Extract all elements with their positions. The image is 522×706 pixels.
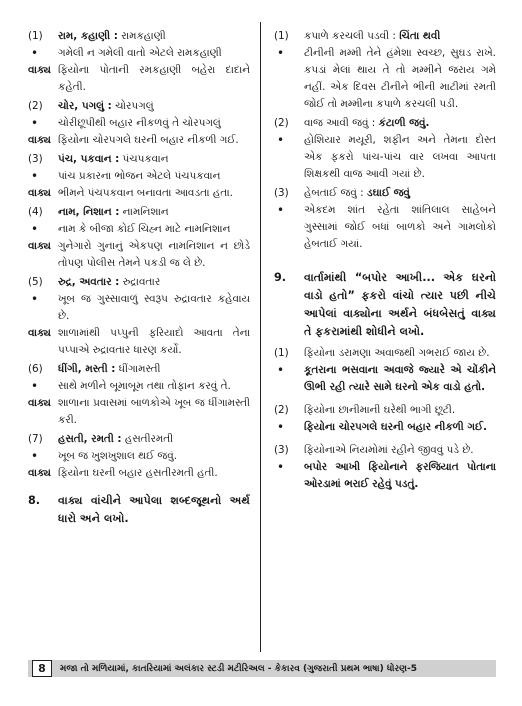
question-number: 9. <box>274 271 287 284</box>
idiom-text <box>304 28 496 45</box>
compound-word: ધીંગામસ્તી <box>115 363 161 375</box>
idiom-entry <box>274 115 496 183</box>
item-number: (1) <box>274 30 289 42</box>
bullet-icon: • <box>277 420 285 434</box>
question-text: વાર્તામાંથી “બપોર આખી... એક ઘરનો વાડો હતો” ફકરો વાંચો ત્યાર પછી નીચે આપેલાં વાક્યોના અર્થને બંધબેસતું વાક્ય તે ફકરામાંથી શોધીને લખો. <box>304 271 496 338</box>
example-row <box>274 202 496 253</box>
meaning-row <box>28 115 250 132</box>
word-entry <box>28 431 250 482</box>
item-number: (1) <box>28 30 43 42</box>
answer-text: ફિયોના ચોરપગલે ઘરની બહાર નીકળી ગઈ. <box>304 421 487 433</box>
example-row <box>274 132 496 183</box>
bullet-icon: • <box>277 363 285 377</box>
entry-heading <box>28 28 250 45</box>
compound-word: પંચપકવાન <box>119 153 169 165</box>
meaning-row <box>28 291 250 325</box>
prompt-text: ફિયોનાએ નિયમોમાં રહીને જીવવું પડે છે. <box>304 444 474 456</box>
answer-prompt <box>274 442 496 459</box>
answer-prompt <box>274 345 496 362</box>
answer-prompt <box>274 402 496 419</box>
heading-text <box>58 361 250 378</box>
bullet-icon: • <box>277 203 285 217</box>
sentence-text: ભીમને પંચપકવાન બનાવતા આવડતા હતા. <box>58 187 233 199</box>
answer-entry <box>274 345 496 400</box>
heading-words: ચોર, પગલું : <box>58 100 112 112</box>
word-entry <box>28 204 250 272</box>
answer-entry <box>274 442 496 497</box>
prompt-text: ફિયોના ડરામણા અવાજથી ગભરાઈ જાય છે. <box>304 347 490 359</box>
meaning-row <box>28 45 250 62</box>
word-entry <box>28 28 250 96</box>
idiom-meaning: ડઘાઈ જવું <box>366 187 410 199</box>
meaning-text: નામ કે બીજા કોઈ ચિહ્ન માટે નામનિશાન <box>58 223 231 235</box>
word-entry <box>28 151 250 202</box>
answer-row <box>274 419 496 436</box>
sentence-row <box>28 238 250 272</box>
bullet-icon: • <box>31 46 39 60</box>
sentence-row <box>28 395 250 429</box>
heading-text <box>58 431 250 448</box>
compound-word: રુદ્રાવતાર <box>119 276 161 288</box>
spacer <box>274 493 496 497</box>
answer-text: બપોર આખી ફિયોનાને ફરજિયાત પોતાના ઓરડામાં ભરાઈ રહેવું પડતું. <box>304 461 496 490</box>
compound-word: નામનિશાન <box>119 206 169 218</box>
idiom: હેબતાઈ જવું : <box>304 187 367 199</box>
sentence-label: વાક્ય <box>28 134 51 146</box>
question-number: 8. <box>28 494 41 507</box>
heading-text <box>58 28 250 45</box>
item-number: (4) <box>28 206 43 218</box>
word-entry <box>28 98 250 149</box>
sentence-text: શાળામાંથી પપ્પુની ફરિયાદો આવતા તેના પપ્પાએ રુદ્રાવતાર ધારણ કર્યો. <box>58 327 250 356</box>
bullet-icon: • <box>277 460 285 474</box>
left-column <box>28 28 250 528</box>
meaning-row <box>28 378 250 395</box>
heading-text <box>58 98 250 115</box>
compound-word: હસતીરમતી <box>121 433 174 445</box>
meaning-text: ખૂબ જ ગુસ્સાવાળું સ્વરૂપ રુદ્રાવતાર કહેવાય છે. <box>58 293 250 322</box>
meaning-text: ખૂબ જ ખુશખુશાલ થઈ જવું. <box>58 450 178 462</box>
sentence-label: વાક્ય <box>28 327 51 339</box>
footer-text: મજા તો મળિયામાં, કાતરિયામાં અલંકાર સ્ટડી મટીરિઅલ - કેકારવ (ગુજરાતી પ્રથમ ભાષા) ધોરણ-5 <box>60 663 417 674</box>
example-text: ટીનીની મમ્મી તેને હંમેશા સ્વચ્છ, સુઘડ રાખે. કપડાં મેલાં થાય તે તો મમ્મીને જરાય ગમે નહીં. એક દિવસ ટીનીને ભીની માટીમાં રમતી જોઈ તો મમ્મીના કપાળે કરચલી પડી. <box>304 47 496 110</box>
question-9 <box>274 269 496 341</box>
item-number: (2) <box>28 100 43 112</box>
spacer <box>274 396 496 400</box>
page-number: 8 <box>32 660 52 677</box>
idiom: વાજ આવી જવું : <box>304 117 379 129</box>
entry-heading <box>28 361 250 378</box>
entry-heading <box>28 98 250 115</box>
idiom-text <box>304 115 496 132</box>
heading-text <box>58 151 250 168</box>
heading-text <box>58 204 250 221</box>
column-divider <box>260 22 261 652</box>
heading-words: હસતી, રમતી : <box>58 433 122 445</box>
idiom: કપાળે કરચલી પડવી : <box>304 30 400 42</box>
answer-row <box>274 362 496 396</box>
example-text: એકદમ શાંત રહેતા શાંતિલાલ સાહેબને ગુસ્સામાં જોઈ બધાં બાળકો અને ગામલોકો હેબતાઈ ગયાં. <box>304 204 496 250</box>
sentence-label: વાક્ય <box>28 397 51 409</box>
answer-text: કૂતરાના ભસવાના અવાજે જ્યારે એ ચોંકીને ઊભી રહી ત્યારે સામે ઘરનો એક વાડો હતો. <box>304 364 496 393</box>
sentence-text: ફિયોના ઘરની બહાર હસતીરમતી હતી. <box>58 467 218 479</box>
sentence-row <box>28 465 250 482</box>
bullet-icon: • <box>277 133 285 147</box>
heading-words: રામ, કહાણી : <box>58 30 118 42</box>
meaning-row <box>28 168 250 185</box>
meaning-row <box>28 221 250 238</box>
idiom-entry <box>274 185 496 253</box>
bullet-icon: • <box>31 222 39 236</box>
item-number: (5) <box>28 276 43 288</box>
footer <box>28 660 496 677</box>
idiom-entry <box>274 28 496 113</box>
spacer <box>274 436 496 440</box>
idiom-meaning: ચિંતા થવી <box>399 30 441 42</box>
example-text: હોશિયાર મયૂરી, શફીન અને તેમના દોસ્ત એક ફકરો પાંચ-પાંચ વાર લખવા આપતા શિક્ષકથી વાજ આવી ગયાં છે. <box>304 134 496 180</box>
idiom-heading <box>274 115 496 132</box>
bullet-icon: • <box>31 169 39 183</box>
sentence-label: વાક્ય <box>28 467 51 479</box>
example-row <box>274 45 496 113</box>
meaning-row <box>28 448 250 465</box>
entry-heading <box>28 151 250 168</box>
item-number: (6) <box>28 363 43 375</box>
right-column <box>274 28 496 499</box>
bullet-icon: • <box>31 379 39 393</box>
sentence-row <box>28 132 250 149</box>
idiom-meaning: કંટાળી જવું. <box>378 117 430 129</box>
prompt-text: ફિયોના છાનીમાની ઘરેથી ભાગી છૂટી. <box>304 404 456 416</box>
answer-row <box>274 459 496 493</box>
heading-words: નામ, નિશાન : <box>58 206 120 218</box>
item-number: (3) <box>28 153 43 165</box>
heading-words: ધીંગી, મસ્તી : <box>58 363 116 375</box>
sentence-label: વાક્ય <box>28 64 51 76</box>
entry-heading <box>28 204 250 221</box>
item-number: (3) <box>274 444 289 456</box>
question-text: વાક્ય વાંચીને આપેલા શબ્દજૂથનો અર્થ ધારો અને લખો. <box>58 494 250 525</box>
sentence-row <box>28 185 250 202</box>
sentence-text: ગુનેગારો ગુનાનું એકપણ નામનિશાન ન છોડે તોપણ પોલીસ તેમને પકડી જ લે છે. <box>58 240 250 269</box>
sentence-row <box>28 62 250 96</box>
meaning-text: ગમેલી ન ગમેલી વાતો એટલે રામકહાણી <box>58 47 222 59</box>
sentence-row <box>28 325 250 359</box>
bullet-icon: • <box>31 449 39 463</box>
question-8 <box>28 492 250 528</box>
meaning-text: ચોરીછૂપીથી બહાર નીકળવું તે ચોરપગલું <box>58 117 221 129</box>
word-entry <box>28 274 250 359</box>
entry-heading <box>28 431 250 448</box>
answer-entry <box>274 402 496 440</box>
item-number: (2) <box>274 117 289 129</box>
sentence-text: ફિયોના પોતાની રમકહાણી બહેરા દાદાને કહેતી. <box>58 64 250 93</box>
compound-word: ચોરપગલું <box>111 100 154 112</box>
sentence-text: શાળાના પ્રવાસમાં બાળકોએ ખૂબ જ ધીંગામસ્તી કરી. <box>58 397 250 426</box>
compound-word: રામકહાણી <box>117 30 166 42</box>
meaning-text: પાંચ પ્રકારના ભોજન એટલે પંચપકવાન <box>58 170 221 182</box>
item-number: (7) <box>28 433 43 445</box>
bullet-icon: • <box>31 116 39 130</box>
idiom-text <box>304 185 496 202</box>
sentence-label: વાક્ય <box>28 187 51 199</box>
entry-heading <box>28 274 250 291</box>
idiom-heading <box>274 185 496 202</box>
item-number: (3) <box>274 187 289 199</box>
meaning-text: સાથે મળીને બૂમાબૂમ તથા તોફાન કરવું તે. <box>58 380 231 392</box>
item-number: (2) <box>274 404 289 416</box>
sentence-text: ફિયોના ચોરપગલે ઘરની બહાર નીકળી ગઈ. <box>58 134 239 146</box>
word-entry <box>28 361 250 429</box>
heading-text <box>58 274 250 291</box>
bullet-icon: • <box>31 292 39 306</box>
bullet-icon: • <box>277 46 285 60</box>
item-number: (1) <box>274 347 289 359</box>
sentence-label: વાક્ય <box>28 240 51 252</box>
heading-words: પંચ, પકવાન : <box>58 153 120 165</box>
heading-words: રુદ્ર, અવતાર : <box>58 276 120 288</box>
idiom-heading <box>274 28 496 45</box>
